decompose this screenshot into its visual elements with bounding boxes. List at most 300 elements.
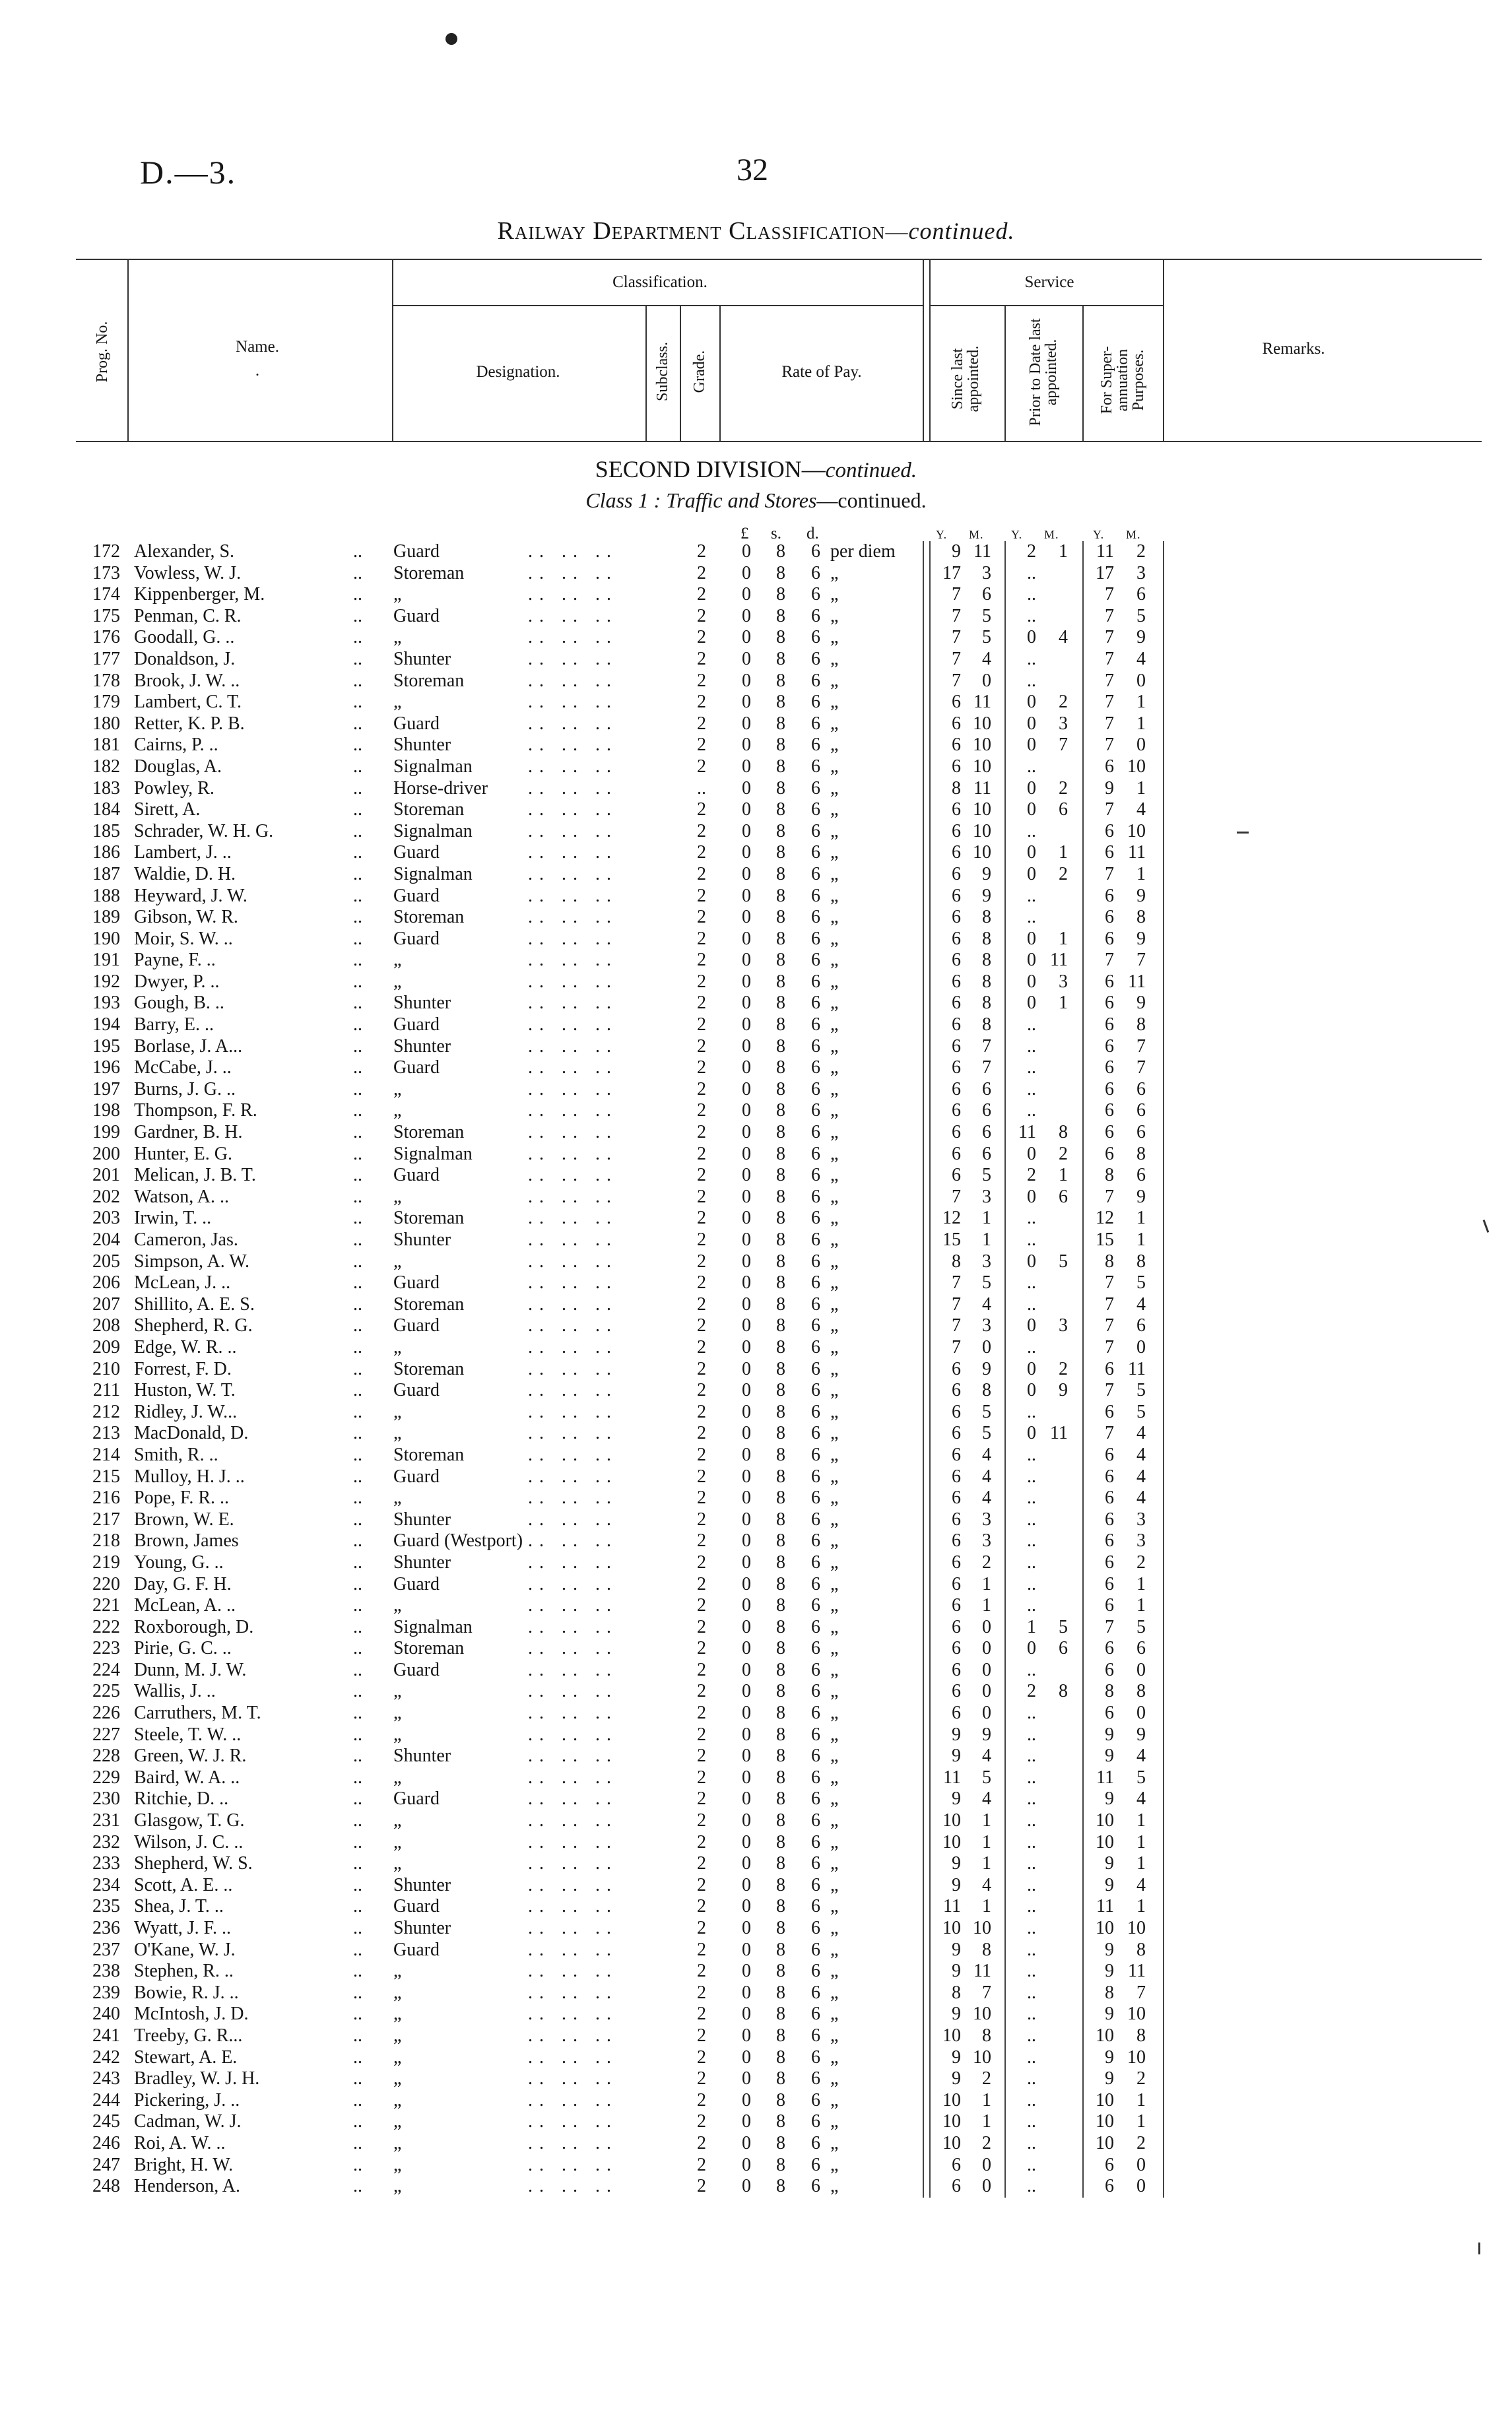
column-rule: [1163, 1681, 1164, 1703]
leader-dots: ..: [353, 1595, 362, 1616]
leader-dots: .. .. ..: [528, 2089, 618, 2111]
name-cell: Pickering, J. ..: [134, 2089, 240, 2111]
column-rule: [1163, 971, 1164, 993]
prior-years-cell: ..: [1027, 670, 1036, 691]
pounds-cell: 0: [742, 1896, 751, 1917]
column-rule: [1004, 1079, 1006, 1101]
since-years-cell: 7: [952, 1315, 961, 1336]
column-rule: [1163, 799, 1164, 821]
column-rule: [1082, 1014, 1084, 1036]
leader-dots: ..: [353, 1165, 362, 1186]
since-months-cell: 8: [982, 928, 991, 949]
super-months-cell: 2: [1136, 2068, 1146, 2089]
pounds-cell: 0: [742, 1810, 751, 1831]
table-row: [0, 778, 1512, 800]
leader-dots: .. .. ..: [528, 1444, 618, 1465]
since-years-cell: 6: [952, 842, 961, 863]
rate-suffix-cell: „: [830, 907, 839, 928]
designation-cell: Storeman: [393, 1122, 465, 1143]
column-rule: [1163, 1445, 1164, 1466]
table-row: [0, 1530, 1512, 1552]
pence-cell: 6: [811, 756, 820, 777]
prog-no-cell: 218: [92, 1530, 120, 1552]
leader-dots: ..: [353, 2132, 362, 2153]
column-rule: [1004, 735, 1006, 756]
grade-cell: 2: [697, 2111, 706, 2132]
pence-cell: 6: [811, 1788, 820, 1810]
column-rule: [1082, 1079, 1084, 1101]
column-rule: [929, 1681, 931, 1703]
pounds-cell: 0: [742, 1746, 751, 1767]
leader-dots: ..: [353, 1380, 362, 1401]
prior-years-cell: ..: [1027, 1466, 1036, 1487]
designation-cell: Shunter: [393, 993, 451, 1014]
prior-years-cell: ..: [1027, 648, 1036, 669]
prior-years-cell: ..: [1027, 1444, 1036, 1465]
table-row: [0, 1703, 1512, 1724]
table-row: [0, 1595, 1512, 1617]
super-months-cell: 1: [1136, 1810, 1146, 1831]
super-months-cell: 1: [1136, 713, 1146, 734]
table-row: [0, 950, 1512, 971]
column-rule: [929, 756, 931, 778]
since-years-cell: 6: [952, 1143, 961, 1164]
super-months-cell: 2: [1136, 1552, 1146, 1573]
leader-dots: .. .. ..: [528, 863, 618, 884]
since-years-cell: 7: [952, 1294, 961, 1315]
since-months-cell: 11: [973, 692, 991, 713]
column-rule: [923, 1810, 924, 1832]
column-rule: [1004, 1423, 1006, 1445]
leader-dots: .. .. ..: [528, 993, 618, 1014]
leader-dots: .. .. ..: [528, 1961, 618, 1982]
pence-cell: 6: [811, 627, 820, 648]
column-rule: [923, 2025, 924, 2047]
rate-suffix-cell: „: [830, 1831, 839, 1852]
table-row: [0, 713, 1512, 735]
rate-suffix-cell: „: [830, 1681, 839, 1702]
grade-cell: 2: [697, 1380, 706, 1401]
pounds-cell: 0: [742, 670, 751, 691]
column-rule: [929, 1144, 931, 1165]
since-months-cell: 6: [982, 1122, 991, 1143]
designation-cell: Shunter: [393, 648, 451, 669]
pence-cell: 6: [811, 1530, 820, 1552]
super-years-cell: 7: [1105, 1423, 1114, 1444]
column-rule: [923, 1638, 924, 1660]
name-cell: Simpson, A. W.: [134, 1251, 250, 1272]
rate-suffix-cell: „: [830, 1939, 839, 1960]
column-rule: [1163, 1552, 1164, 1574]
prior-years-cell: 0: [1027, 799, 1036, 820]
column-rule: [929, 1509, 931, 1531]
since-years-cell: 6: [952, 971, 961, 992]
designation-cell: „: [393, 1595, 402, 1616]
rate-suffix-cell: „: [830, 777, 839, 799]
prog-no-cell: 220: [92, 1573, 120, 1594]
designation-cell: Guard: [393, 605, 440, 626]
prior-years-cell: 0: [1027, 735, 1036, 756]
column-rule: [1163, 778, 1164, 800]
prior-months-cell: 6: [1059, 799, 1068, 820]
column-rule: [929, 950, 931, 971]
designation-cell: Guard: [393, 1788, 440, 1810]
column-rule: [1004, 1724, 1006, 1746]
column-rule: [1163, 929, 1164, 950]
pounds-cell: 0: [742, 820, 751, 841]
column-rule: [1163, 1940, 1164, 1961]
pounds-cell: 0: [742, 1874, 751, 1895]
column-rule: [923, 1703, 924, 1724]
leader-dots: ..: [353, 1251, 362, 1272]
super-months-cell: 11: [1128, 1358, 1146, 1379]
column-rule: [1082, 1617, 1084, 1639]
prior-years-cell: ..: [1027, 605, 1036, 626]
column-rule: [1163, 1229, 1164, 1251]
header-subclass: Subclass.: [654, 342, 671, 401]
pence-cell: 6: [811, 1939, 820, 1960]
leader-dots: .. .. ..: [528, 1057, 618, 1078]
grade-cell: 2: [697, 1939, 706, 1960]
grade-cell: 2: [697, 584, 706, 605]
prior-years-cell: 0: [1027, 1186, 1036, 1207]
column-rule: [1082, 627, 1084, 649]
column-rule: [1082, 821, 1084, 843]
leader-dots: ..: [353, 1788, 362, 1810]
super-years-cell: 7: [1105, 1186, 1114, 1207]
unit-m2: M.: [1044, 528, 1059, 541]
column-rule: [1004, 1638, 1006, 1660]
since-months-cell: 10: [973, 713, 991, 734]
column-rule: [923, 563, 924, 585]
column-rule: [1082, 692, 1084, 713]
column-rule: [1082, 2090, 1084, 2112]
name-cell: Melican, J. B. T.: [134, 1165, 256, 1186]
column-rule: [923, 1122, 924, 1144]
super-months-cell: 9: [1136, 1724, 1146, 1745]
shillings-cell: 8: [776, 1466, 785, 1487]
since-months-cell: 11: [973, 777, 991, 799]
leader-dots: ..: [353, 1315, 362, 1336]
column-rule: [1163, 1982, 1164, 2004]
column-rule: [1163, 1036, 1164, 1058]
since-months-cell: 2: [982, 2132, 991, 2153]
rate-suffix-cell: „: [830, 713, 839, 734]
column-rule: [929, 842, 931, 864]
column-rule: [1082, 1359, 1084, 1381]
prior-years-cell: ..: [1027, 2132, 1036, 2153]
table-row: [0, 1423, 1512, 1445]
column-rule: [929, 1488, 931, 1509]
leader-dots: ..: [353, 1638, 362, 1659]
super-years-cell: 6: [1105, 1035, 1114, 1057]
rate-suffix-cell: „: [830, 562, 839, 583]
name-cell: Roi, A. W. ..: [134, 2132, 226, 2153]
class-name: Traffic and Stores: [666, 488, 817, 512]
leader-dots: .. .. ..: [528, 842, 618, 863]
table-row: [0, 1961, 1512, 1982]
super-years-cell: 7: [1105, 670, 1114, 691]
table-row: [0, 1402, 1512, 1424]
leader-dots: ..: [353, 541, 362, 562]
grade-cell: 2: [697, 562, 706, 583]
super-months-cell: 5: [1136, 1380, 1146, 1401]
super-years-cell: 9: [1105, 1746, 1114, 1767]
leader-dots: ..: [353, 863, 362, 884]
name-cell: Glasgow, T. G.: [134, 1810, 245, 1831]
column-rule: [1004, 713, 1006, 735]
since-months-cell: 7: [982, 1982, 991, 2003]
column-rule: [1004, 1660, 1006, 1682]
designation-cell: Guard: [393, 885, 440, 906]
since-months-cell: 6: [982, 1078, 991, 1099]
name-cell: Cameron, Jas.: [134, 1229, 238, 1250]
column-rule: [1163, 756, 1164, 778]
super-years-cell: 8: [1105, 1681, 1114, 1702]
grade-cell: 2: [697, 907, 706, 928]
shillings-cell: 8: [776, 1961, 785, 1982]
prior-years-cell: ..: [1027, 1100, 1036, 1121]
column-rule: [1004, 1961, 1006, 1982]
designation-cell: „: [393, 2004, 402, 2025]
prog-no-cell: 212: [92, 1401, 120, 1422]
since-years-cell: 10: [942, 2089, 961, 2111]
designation-cell: „: [393, 1831, 402, 1852]
since-months-cell: 0: [982, 1703, 991, 1724]
rate-suffix-cell: „: [830, 1466, 839, 1487]
shillings-cell: 8: [776, 1122, 785, 1143]
col-rule-since: [1004, 305, 1006, 441]
pence-cell: 6: [811, 2004, 820, 2025]
super-months-cell: 4: [1136, 1746, 1146, 1767]
name-cell: Donaldson, J.: [134, 648, 236, 669]
header-name: Name.: [236, 338, 279, 356]
since-years-cell: 10: [942, 2111, 961, 2132]
column-rule: [1163, 950, 1164, 971]
super-months-cell: 6: [1136, 1165, 1146, 1186]
since-years-cell: 7: [952, 1186, 961, 1207]
column-rule: [923, 692, 924, 713]
since-months-cell: 1: [982, 1595, 991, 1616]
column-rule: [1082, 2004, 1084, 2025]
table-row: [0, 1896, 1512, 1918]
prog-no-cell: 231: [92, 1810, 120, 1831]
leader-dots: ..: [353, 1358, 362, 1379]
column-rule: [923, 799, 924, 821]
since-years-cell: 6: [952, 1401, 961, 1422]
column-rule: [929, 1896, 931, 1918]
table-row: [0, 2047, 1512, 2069]
leader-dots: .. .. ..: [528, 1918, 618, 1938]
pence-cell: 6: [811, 2154, 820, 2175]
running-title: [0, 216, 1512, 246]
since-months-cell: 6: [982, 1143, 991, 1164]
pence-cell: 6: [811, 1703, 820, 1724]
since-years-cell: 10: [942, 1810, 961, 1831]
column-rule: [1004, 2111, 1006, 2133]
column-rule: [929, 929, 931, 950]
leader-dots: .. .. ..: [528, 1530, 618, 1552]
super-months-cell: 8: [1136, 1251, 1146, 1272]
leader-dots: .. .. ..: [528, 2176, 618, 2197]
pounds-cell: 0: [742, 863, 751, 884]
grade-cell: 2: [697, 842, 706, 863]
shillings-cell: 8: [776, 1100, 785, 1121]
prog-no-cell: 230: [92, 1788, 120, 1810]
prog-no-cell: 208: [92, 1315, 120, 1336]
super-years-cell: 7: [1105, 1616, 1114, 1637]
class-tail: continued.: [838, 488, 927, 512]
designation-cell: „: [393, 1982, 402, 2003]
column-rule: [1004, 1552, 1006, 1574]
rate-suffix-cell: „: [830, 1165, 839, 1186]
leader-dots: .. .. ..: [528, 1896, 618, 1917]
prior-months-cell: 8: [1059, 1681, 1068, 1702]
rate-suffix-cell: „: [830, 2154, 839, 2175]
prior-years-cell: ..: [1027, 2025, 1036, 2046]
since-months-cell: 4: [982, 648, 991, 669]
column-rule: [929, 1315, 931, 1337]
designation-cell: Signalman: [393, 863, 473, 884]
rate-suffix-cell: „: [830, 993, 839, 1014]
pence-cell: 6: [811, 1444, 820, 1465]
pence-cell: 6: [811, 692, 820, 713]
shillings-cell: 8: [776, 1982, 785, 2003]
ink-dot: [445, 33, 457, 45]
pounds-cell: 0: [742, 2025, 751, 2046]
leader-dots: ..: [353, 950, 362, 971]
rate-suffix-cell: „: [830, 1229, 839, 1250]
name-cell: Huston, W. T.: [134, 1380, 236, 1401]
column-rule: [923, 1488, 924, 1509]
column-rule: [923, 929, 924, 950]
column-rule: [923, 1272, 924, 1294]
super-months-cell: 5: [1136, 1401, 1146, 1422]
column-rule: [929, 2047, 931, 2069]
leader-dots: .. .. ..: [528, 2132, 618, 2153]
since-months-cell: 10: [973, 799, 991, 820]
grade-cell: 2: [697, 1444, 706, 1465]
table-row: [0, 1552, 1512, 1574]
super-months-cell: 9: [1136, 627, 1146, 648]
column-rule: [929, 1272, 931, 1294]
name-cell: McIntosh, J. D.: [134, 2004, 249, 2025]
leader-dots: ..: [353, 1961, 362, 1982]
header-grade: Grade.: [691, 350, 708, 393]
super-months-cell: 4: [1136, 1444, 1146, 1465]
grade-cell: 2: [697, 863, 706, 884]
prior-years-cell: ..: [1027, 584, 1036, 605]
rate-suffix-cell: „: [830, 627, 839, 648]
since-months-cell: 1: [982, 1208, 991, 1229]
name-cell: Goodall, G. ..: [134, 627, 235, 648]
column-rule: [1082, 756, 1084, 778]
super-months-cell: 10: [1127, 2047, 1146, 2068]
pounds-cell: 0: [742, 777, 751, 799]
column-rule: [1004, 671, 1006, 692]
prior-years-cell: ..: [1027, 2154, 1036, 2175]
column-rule: [923, 1079, 924, 1101]
shillings-cell: 8: [776, 713, 785, 734]
table-row: [0, 799, 1512, 821]
column-rule: [1082, 1767, 1084, 1789]
prior-years-cell: 0: [1027, 1315, 1036, 1336]
leader-dots: ..: [353, 1143, 362, 1164]
column-rule: [1082, 1746, 1084, 1767]
designation-cell: Guard (Westport): [393, 1530, 523, 1552]
shillings-cell: 8: [776, 756, 785, 777]
column-rule: [923, 1466, 924, 1488]
column-rule: [1082, 993, 1084, 1014]
grade-cell: 2: [697, 1208, 706, 1229]
service-rule: [929, 305, 1163, 306]
prog-no-cell: 186: [92, 842, 120, 863]
designation-cell: „: [393, 1336, 402, 1358]
leader-dots: .. .. ..: [528, 1488, 618, 1509]
grade-cell: 2: [697, 541, 706, 562]
pence-cell: 6: [811, 713, 820, 734]
since-months-cell: 8: [982, 907, 991, 928]
column-rule: [1004, 864, 1006, 886]
pence-cell: 6: [811, 1982, 820, 2003]
designation-cell: „: [393, 1767, 402, 1788]
leader-dots: .. .. ..: [528, 1659, 618, 1680]
rate-suffix-cell: „: [830, 2004, 839, 2025]
grade-cell: 2: [697, 1659, 706, 1680]
table-row: [0, 929, 1512, 950]
rate-suffix-cell: „: [830, 1336, 839, 1358]
since-months-cell: 11: [973, 541, 991, 562]
grade-cell: 2: [697, 971, 706, 992]
grade-cell: 2: [697, 1767, 706, 1788]
leader-dots: ..: [353, 584, 362, 605]
column-rule: [1163, 1918, 1164, 1940]
column-rule: [929, 1445, 931, 1466]
super-years-cell: 6: [1105, 1401, 1114, 1422]
column-rule: [923, 1530, 924, 1552]
since-years-cell: 6: [952, 1100, 961, 1121]
column-rule: [1082, 1552, 1084, 1574]
column-rule: [1082, 1595, 1084, 1617]
since-years-cell: 10: [942, 1831, 961, 1852]
prog-no-cell: 198: [92, 1100, 120, 1121]
prior-years-cell: ..: [1027, 907, 1036, 928]
table-row: [0, 1122, 1512, 1144]
leader-dots: .. .. ..: [528, 1939, 618, 1960]
designation-cell: „: [393, 627, 402, 648]
name-cell: Wallis, J. ..: [134, 1681, 216, 1702]
prior-months-cell: 1: [1059, 993, 1068, 1014]
leader-dots: .. .. ..: [528, 971, 618, 992]
leader-dots: ..: [353, 1552, 362, 1573]
column-rule: [929, 1788, 931, 1810]
prior-months-cell: 2: [1059, 863, 1068, 884]
name-cell: Treeby, G. R...: [134, 2025, 243, 2046]
column-rule: [923, 627, 924, 649]
prog-no-cell: 232: [92, 1831, 120, 1852]
super-years-cell: 6: [1105, 1122, 1114, 1143]
since-years-cell: 8: [952, 777, 961, 799]
super-years-cell: 6: [1105, 1552, 1114, 1573]
prior-months-cell: 5: [1059, 1616, 1068, 1637]
column-rule: [1004, 1530, 1006, 1552]
column-rule: [1004, 1272, 1006, 1294]
column-rule: [929, 1961, 931, 1982]
prog-no-cell: 223: [92, 1638, 120, 1659]
since-years-cell: 7: [952, 605, 961, 626]
shillings-cell: 8: [776, 2068, 785, 2089]
since-months-cell: 8: [982, 993, 991, 1014]
